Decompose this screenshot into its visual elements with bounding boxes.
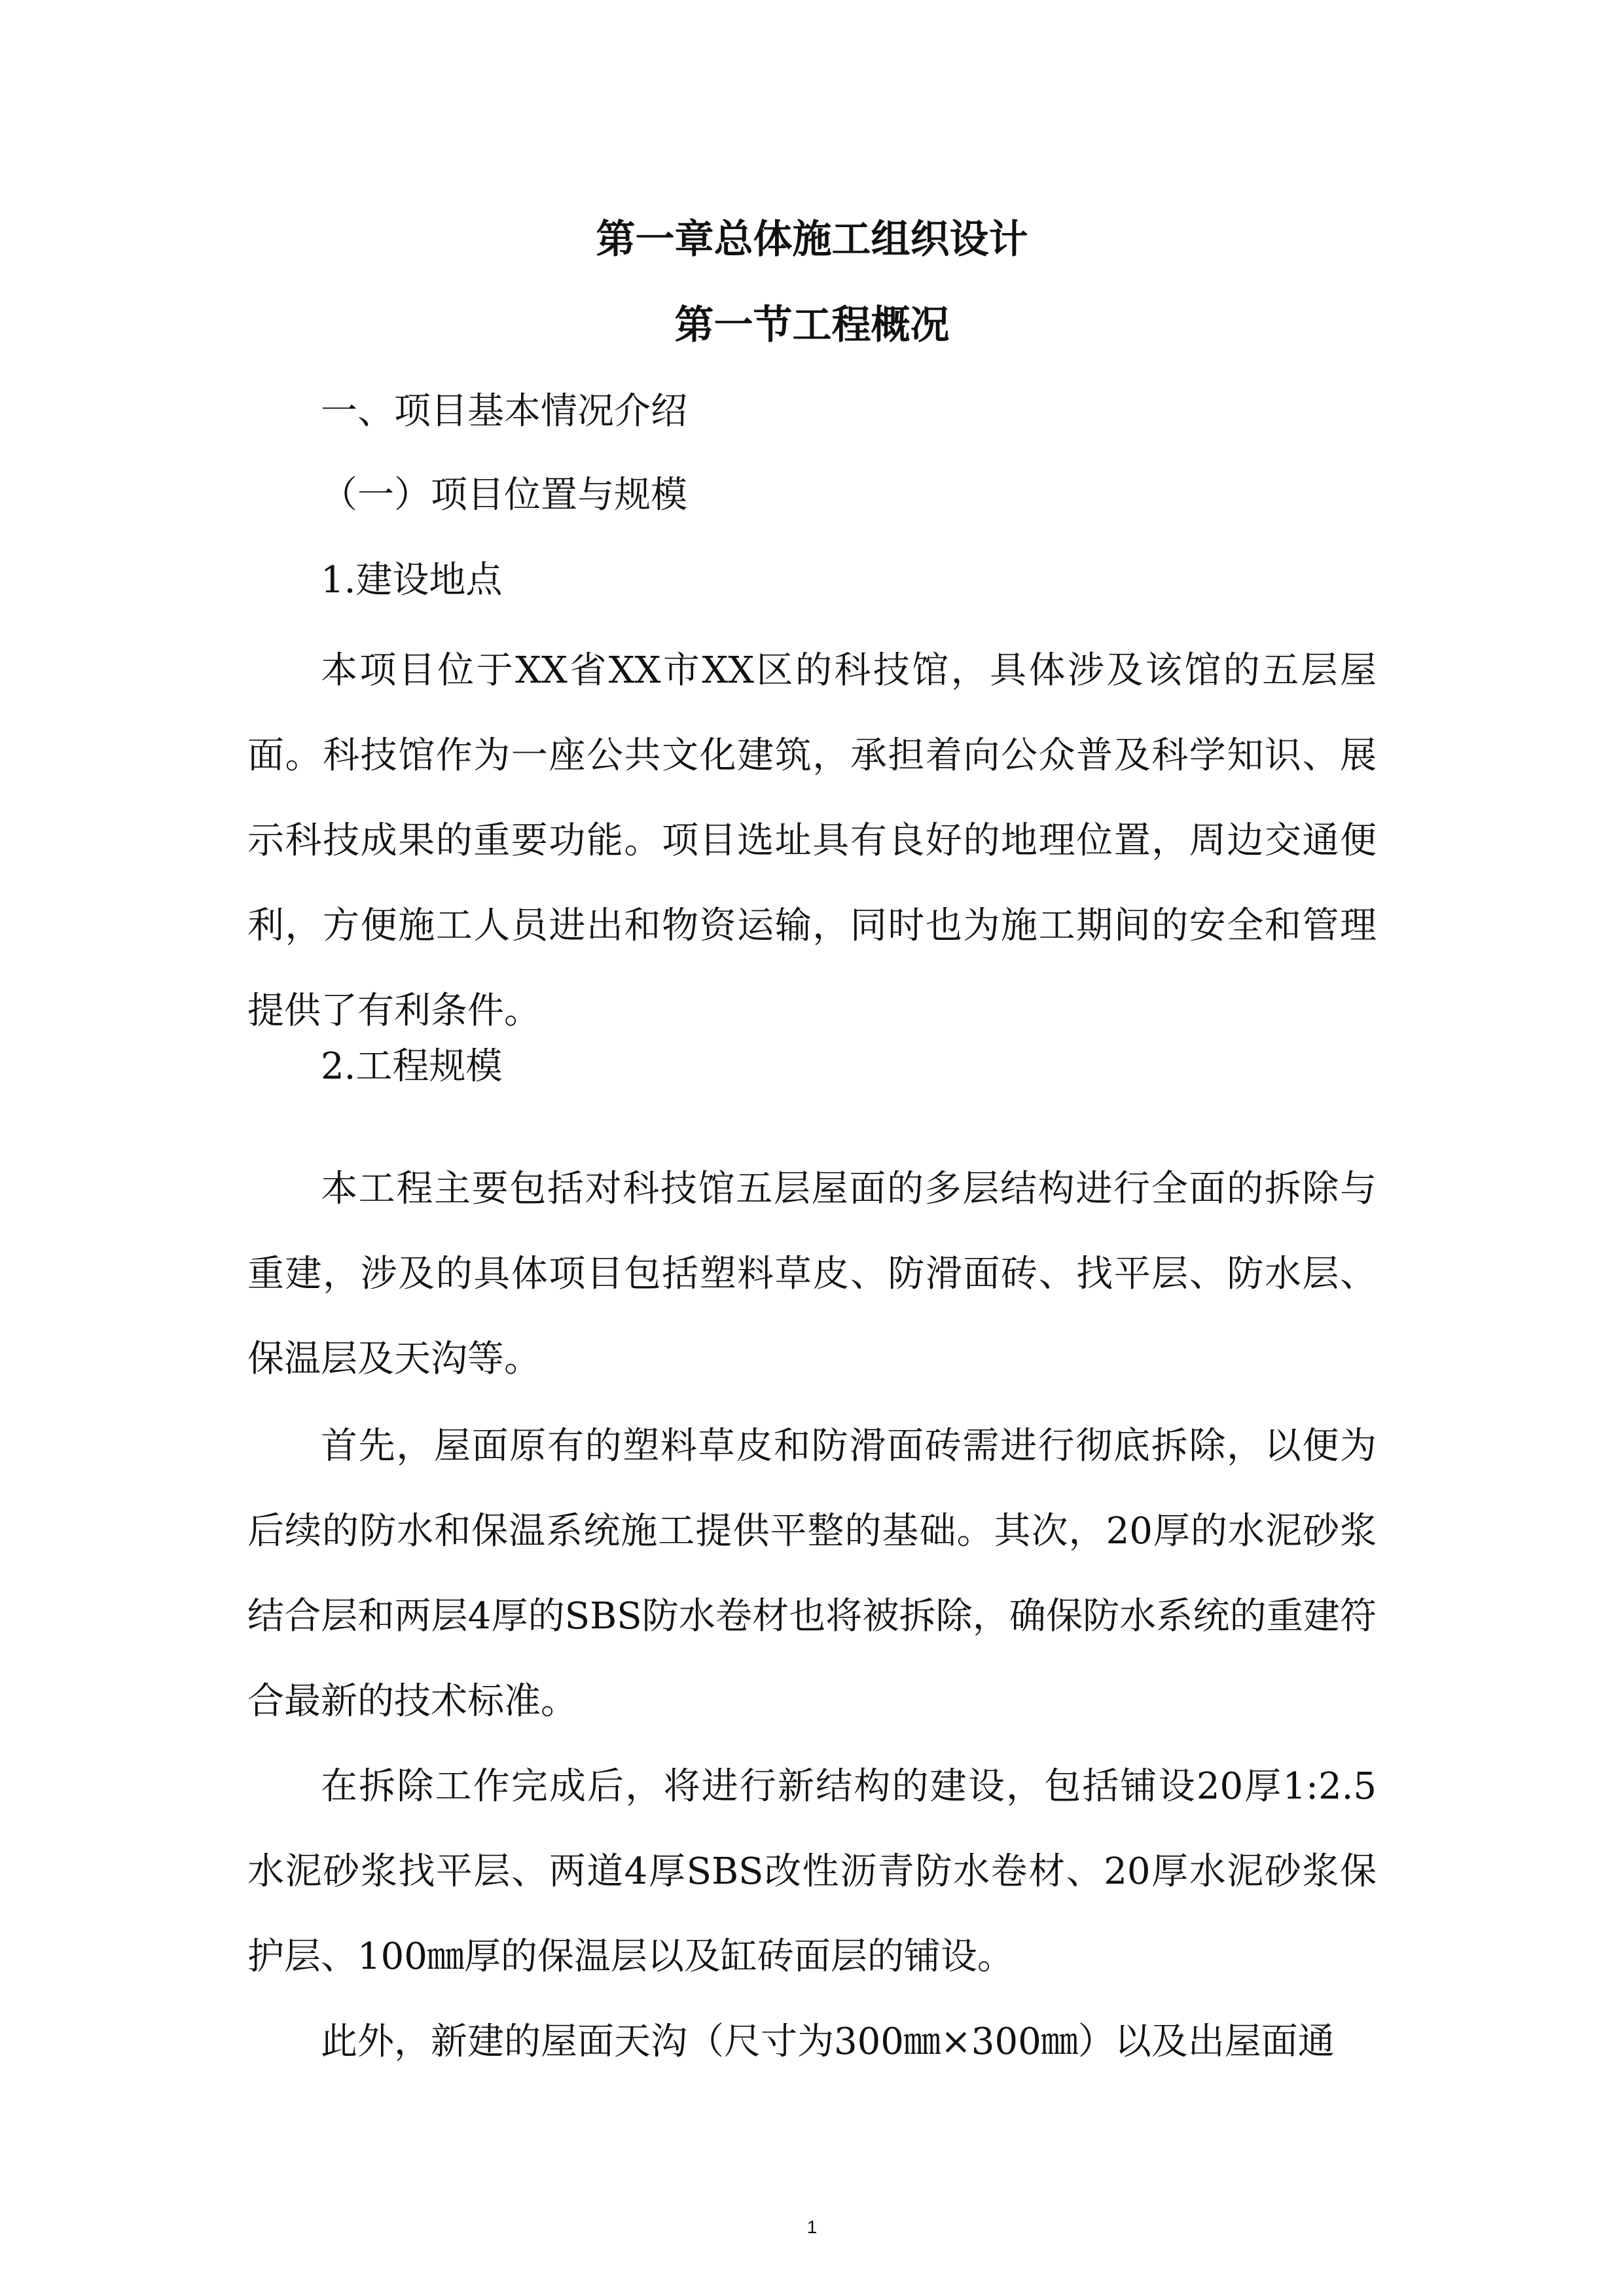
chapter-title: 第一章总体施工组织设计 [596,217,1028,262]
paragraph-new-construction: 在拆除工作完成后，将进行新结构的建设，包括铺设20厚1:2.5水泥砂浆找平层、两道4厚SBS改性沥青防水卷材、20厚水泥砂浆保护层、100㎜厚的保温层以及缸砖面层的铺设。 [247,1765,1377,1978]
page-number: 1 [806,2217,818,2237]
paragraph-scale-overview: 本工程主要包括对科技馆五层屋面的多层结构进行全面的拆除与重建，涉及的具体项目包括塑料草皮、防滑面砖、找平层、防水层、保温层及天沟等。 [247,1168,1377,1380]
paragraph-demolition: 首先，屋面原有的塑料草皮和防滑面砖需进行彻底拆除，以便为后续的防水和保温系统施工提供平整的基础。其次，20厚的水泥砂浆结合层和两层4厚的SBS防水卷材也将被拆除，确保防水系统的重建符合最新的技术标准。 [247,1425,1377,1723]
heading-level-2: （一）项目位置与规模 [321,474,687,516]
subheading-construction-site: 1.建设地点 [321,559,503,601]
heading-level-1: 一、项目基本情况介绍 [321,390,687,433]
paragraph-gutter: 此外，新建的屋面天沟（尺寸为300㎜×300㎜）以及出屋面通 [321,2020,1335,2063]
section-title: 第一节工程概况 [674,302,950,348]
subheading-project-scale: 2.工程规模 [321,1045,503,1088]
paragraph-site-description: 本项目位于XX省XX市XX区的科技馆，具体涉及该馆的五层屋面。科技馆作为一座公共文化建筑，承担着向公众普及科学知识、展示科技成果的重要功能。项目选址具有良好的地理位置，周边交通便利，方便施工人员进出和物资运输，同时也为施工期间的安全和管理提供了有利条件。 [247,649,1377,1032]
